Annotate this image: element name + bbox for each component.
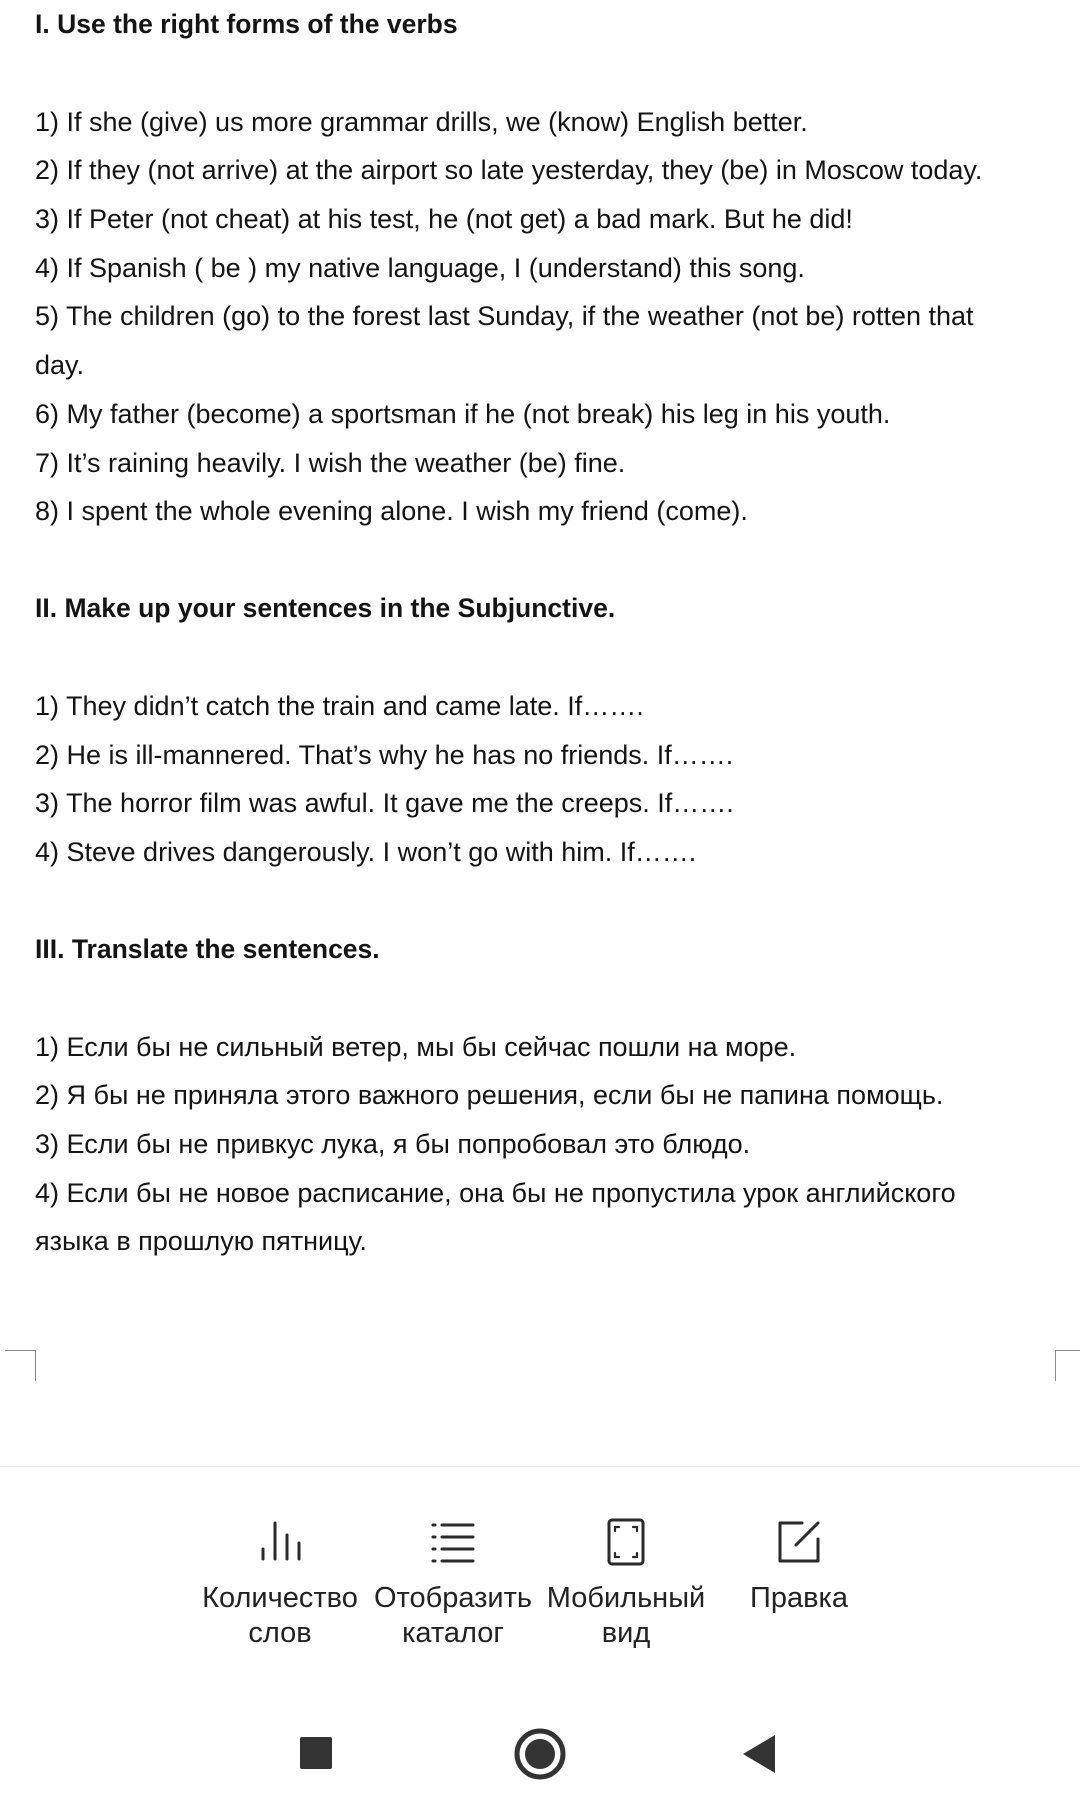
back-button[interactable] — [725, 1719, 795, 1789]
exercise-1-line: 1) If she (give) us more grammar drills, we (know) English better. — [35, 107, 808, 137]
square-recents-icon — [280, 1719, 350, 1789]
mobile-view-label: Мобильный вид — [546, 1582, 706, 1649]
section-3-heading: III. Translate the sentences. — [35, 934, 380, 964]
exercise-1-line: 4) If Spanish ( be ) my native language, I (understand) this song. — [35, 253, 805, 283]
exercise-1-line: 7) It’s raining heavily. I wish the weather (be) fine. — [35, 448, 626, 478]
exercise-1-line: day. — [35, 350, 85, 380]
section-1-heading: I. Use the right forms of the verbs — [35, 9, 458, 39]
exercise-1-line: 5) The children (go) to the forest last Sunday, if the weather (not be) rotten that — [35, 301, 974, 331]
exercise-1-line: 6) My father (become) a sportsman if he (not break) his leg in his youth. — [35, 399, 891, 429]
show-catalog-button[interactable] — [367, 1467, 539, 1691]
home-circle-icon — [505, 1719, 575, 1789]
section-2-heading: II. Make up your sentences in the Subjunctive. — [35, 593, 616, 623]
mobile-view-icon — [601, 1517, 651, 1567]
show-catalog-label: Отобразить каталог — [373, 1582, 533, 1649]
page-corner-marker-right — [1055, 1350, 1080, 1381]
exercise-3-line: 2) Я бы не приняла этого важного решения, если бы не папина помощь. — [35, 1080, 944, 1110]
mobile-view-button[interactable] — [540, 1467, 712, 1691]
exercise-2-line: 1) They didn’t catch the train and came late. If……. — [35, 691, 644, 721]
exercise-3-line: 4) Если бы не новое расписание, она бы не пропустила урок английского — [35, 1178, 956, 1208]
exercise-2-line: 3) The horror film was awful. It gave me the creeps. If……. — [35, 788, 734, 818]
page-corner-marker-left — [5, 1350, 36, 1381]
recents-button[interactable] — [280, 1719, 350, 1789]
back-triangle-icon — [725, 1719, 795, 1789]
edit-icon — [774, 1517, 824, 1567]
exercise-2-line: 2) He is ill-mannered. That’s why he has no friends. If……. — [35, 740, 734, 770]
exercise-2-line: 4) Steve drives dangerously. I won’t go with him. If……. — [35, 837, 697, 867]
word-count-label: Количество слов — [202, 1582, 358, 1649]
exercise-3-line: 3) Если бы не привкус лука, я бы попробовал это блюдо. — [35, 1129, 751, 1159]
word-count-button[interactable] — [194, 1467, 366, 1691]
exercise-3-line: языка в прошлую пятницу. — [35, 1226, 367, 1256]
exercise-1-line: 3) If Peter (not cheat) at his test, he (not get) a bad mark. But he did! — [35, 204, 853, 234]
exercise-3-line: 1) Если бы не сильный ветер, мы бы сейчас пошли на море. — [35, 1032, 797, 1062]
edit-button[interactable] — [713, 1467, 885, 1691]
home-button[interactable] — [505, 1719, 575, 1789]
edit-label: Правка — [750, 1582, 848, 1614]
bar-chart-icon — [255, 1517, 305, 1567]
bottom-toolbar — [0, 1466, 1080, 1692]
exercise-1-line: 2) If they (not arrive) at the airport so late yesterday, they (be) in Moscow today. — [35, 155, 983, 185]
list-icon — [428, 1517, 478, 1567]
exercise-1-line: 8) I spent the whole evening alone. I wish my friend (come). — [35, 496, 748, 526]
system-navigation-bar — [0, 1691, 1080, 1820]
